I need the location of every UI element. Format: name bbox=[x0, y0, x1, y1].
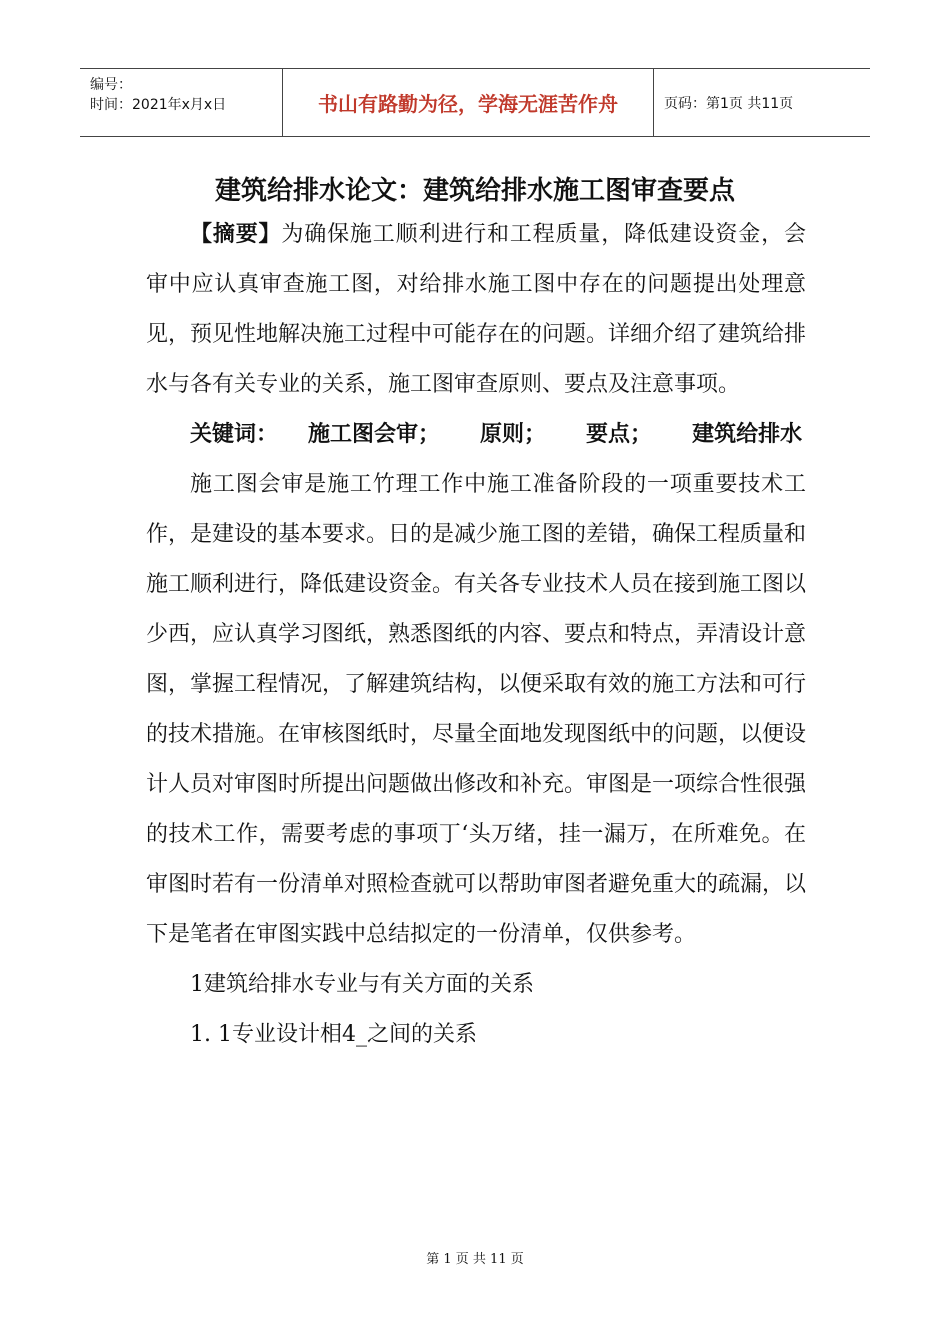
date-label: 时间：2021年x月x日 bbox=[90, 97, 227, 113]
abstract-paragraph bbox=[146, 210, 806, 410]
keyword-1: 施工图会审； bbox=[308, 422, 441, 447]
section-heading-1-1: 1. 1专业设计相4_之间的关系 bbox=[190, 1022, 477, 1047]
header-meta bbox=[80, 69, 282, 136]
body-paragraph: 施工图会审是施工竹理工作中施工准备阶段的一项重要技术工作，是建设的基本要求。日的是减少施工图的差错，确保工程质量和施工顺利进行，降低建设资金。有关各专业技术人员在接到施工图以少西，应认真学习图纸，熟悉图纸的内容、要点和特点，弄清设计意图，掌握工程情况，了解建筑结构，以便采取有效的施工方法和可行的技术措施。在审核图纸时，尽量全面地发现图纸中的问题，以便设计人员对审图时所提出问题做出修改和补充。审图是一项综合性很强的技术工作，需要考虑的事项丁‘头万绪，挂一漏万，在所难免。在审图时若有一份清单对照检查就可以帮助审图者避免重大的疏漏，以下是笔者在审图实践中总结拟定的一份清单，仅供参考。 bbox=[146, 472, 807, 947]
abstract-text: 为确保施工顺利进行和工程质量，降低建设资金，会审中应认真审查施工图，对给排水施工图中存在的问题提出处理意见，预见性地解决施工过程中可能存在的问题。详细介绍了建筑给排水与各有关专业的关系，施工图审查原则、要点及注意事项。 bbox=[146, 222, 807, 397]
header-motto: 书山有路勤为径，学海无涯苦作舟 bbox=[282, 69, 654, 136]
document-body bbox=[146, 210, 806, 1060]
page-header bbox=[80, 68, 870, 137]
keyword-2: 原则； bbox=[480, 422, 547, 447]
keyword-3: 要点； bbox=[586, 422, 653, 447]
page-footer: 第 1 页 共 11 页 bbox=[426, 1252, 524, 1267]
header-page-info: 页码：第1页 共11页 bbox=[664, 95, 794, 112]
keywords-paragraph bbox=[146, 410, 806, 460]
section-heading-1: 1建筑给排水专业与有关方面的关系 bbox=[190, 972, 534, 997]
keywords-label: 关键词： bbox=[190, 422, 279, 447]
number-label: 编号： bbox=[90, 77, 132, 93]
document-title: 建筑给排水论文：建筑给排水施工图审查要点 bbox=[214, 176, 735, 206]
keyword-4: 建筑给排水 bbox=[692, 422, 803, 447]
abstract-label: 【摘要】 bbox=[190, 222, 282, 247]
